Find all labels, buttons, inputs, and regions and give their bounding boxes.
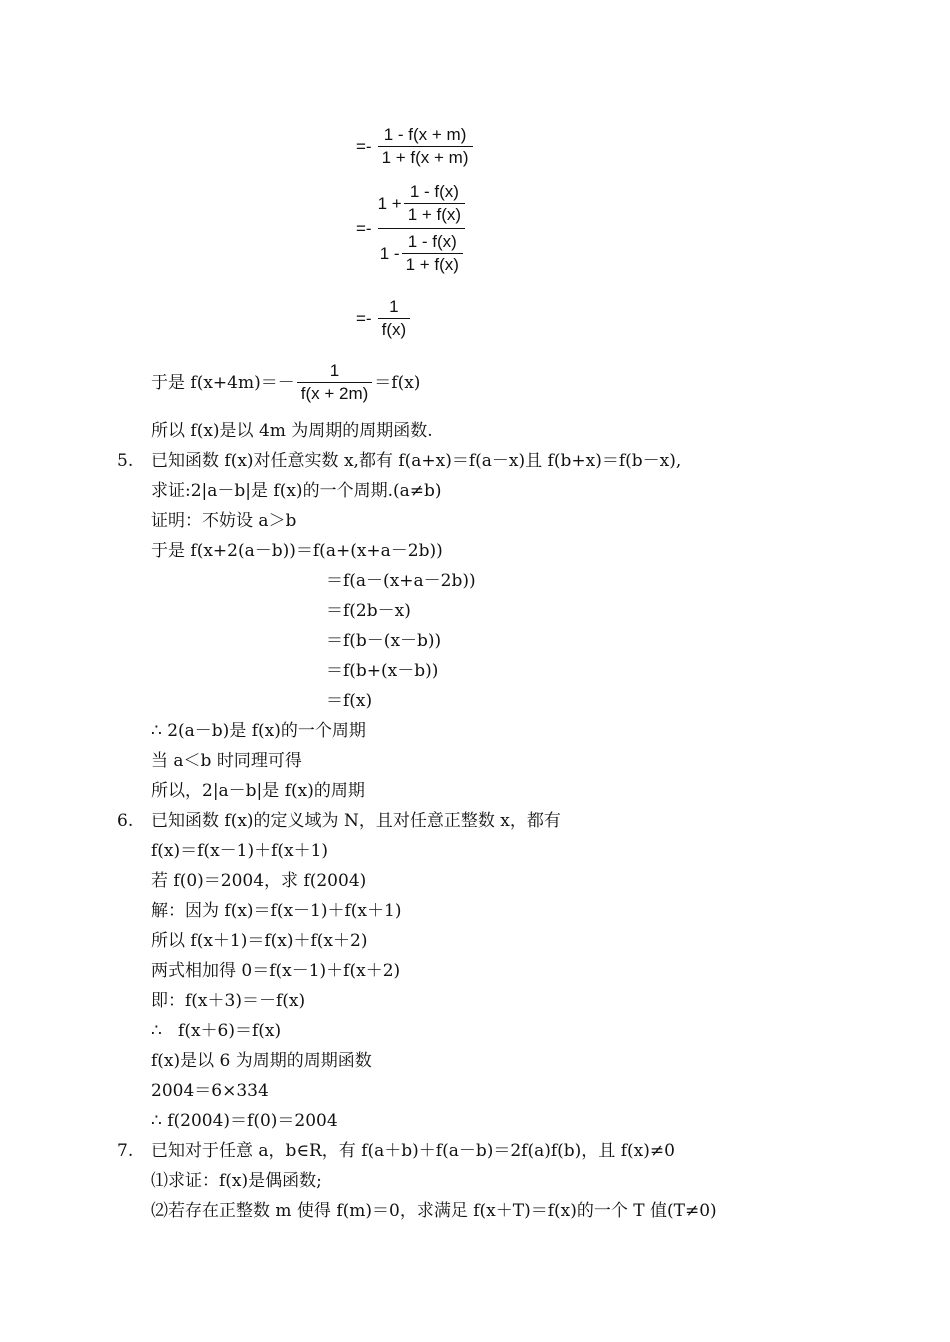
proof-line: 当 a＜b 时同理可得 (151, 751, 302, 771)
fraction-denominator: f(x) (381, 320, 407, 339)
compound-fraction (378, 181, 465, 276)
derivation-step-3 (356, 296, 410, 341)
yushi-suffix: ＝f(x) (374, 372, 421, 393)
problem-7-part-1: ⑴求证：f(x)是偶函数; (151, 1171, 322, 1191)
fraction (378, 296, 411, 341)
fraction-denominator: 1 + f(x + m) (381, 148, 469, 167)
problem-6-statement: 已知函数 f(x)的定义域为 N，且对任意正整数 x，都有 (151, 811, 561, 831)
inner-fraction-numerator (404, 181, 465, 226)
fraction-numerator: 1 (389, 297, 399, 316)
proof-line: ＝f(a－(x+a－2b)) (326, 571, 476, 591)
proof-line: 于是 f(x+2(a－b))＝f(a+(x+a－2b)) (151, 541, 443, 561)
fraction (297, 360, 373, 405)
equals-minus-sign: =- (356, 218, 372, 238)
proof-line: 所以，2|a－b|是 f(x)的周期 (151, 781, 365, 801)
inner-denominator: 1 + f(x) (405, 255, 459, 274)
proof-line: ＝f(b－(x－b)) (326, 631, 442, 651)
problem-number: 6. (117, 811, 134, 831)
inner-numerator: 1 - f(x) (407, 232, 457, 251)
solution-line: 两式相加得 0＝f(x－1)＋f(x＋2) (151, 961, 401, 981)
conclusion-line: 所以 f(x)是以 4m 为周期的周期函数. (151, 421, 433, 441)
solution-line: ∴ f(x＋6)＝f(x) (151, 1021, 282, 1041)
solution-line: 即：f(x＋3)＝－f(x) (151, 991, 306, 1011)
proof-line: ＝f(x) (326, 691, 373, 711)
solution-line: 所以 f(x＋1)＝f(x)＋f(x＋2) (151, 931, 368, 951)
equals-minus-sign: =- (356, 136, 372, 156)
fraction-numerator: 1 (329, 361, 340, 380)
proof-line: ＝f(b+(x－b)) (326, 661, 439, 681)
solution-line: ∴ f(2004)＝f(0)＝2004 (151, 1111, 338, 1131)
solution-line: 若 f(0)＝2004，求 f(2004) (151, 871, 367, 891)
problem-number: 5. (117, 451, 134, 471)
inner-denominator: 1 + f(x) (407, 205, 462, 224)
inner-fraction-denominator (402, 231, 463, 276)
compound-numerator (378, 181, 465, 226)
proof-line: ∴ 2(a－b)是 f(x)的一个周期 (151, 721, 366, 741)
derivation-step-2 (356, 181, 465, 276)
problem-7-statement: 已知对于任意 a，b∈R，有 f(a＋b)＋f(a－b)＝2f(a)f(b)，且 f(x)≠0 (151, 1141, 675, 1161)
numerator-lead: 1 + (377, 193, 402, 213)
solution-line: f(x)＝f(x－1)＋f(x＋1) (151, 841, 329, 861)
fraction (378, 124, 473, 169)
proof-line: ＝f(2b－x) (326, 601, 411, 621)
derivation-step-1 (356, 124, 473, 169)
solution-line: 解：因为 f(x)＝f(x－1)＋f(x＋1) (151, 901, 402, 921)
proof-line: 证明：不妨设 a＞b (151, 511, 297, 531)
fraction-denominator: f(x + 2m) (300, 384, 369, 403)
problem-5-goal: 求证:2|a－b|是 f(x)的一个周期.(a≠b) (151, 481, 442, 501)
solution-line: f(x)是以 6 为周期的周期函数 (151, 1051, 372, 1071)
solution-line: 2004＝6×334 (151, 1081, 269, 1101)
compound-denominator (380, 231, 463, 276)
inner-numerator: 1 - f(x) (409, 182, 459, 201)
problem-5-statement: 已知函数 f(x)对任意实数 x,都有 f(a+x)＝f(a－x)且 f(b+x)＝f(b－x), (151, 451, 682, 471)
yushi-line (151, 360, 420, 405)
main-fraction-bar (378, 228, 465, 229)
problem-7-part-2: ⑵若存在正整数 m 使得 f(m)＝0，求满足 f(x＋T)＝f(x)的一个 T 值(T≠0) (151, 1201, 717, 1221)
yushi-prefix: 于是 f(x+4m)＝－ (151, 372, 295, 393)
problem-number: 7. (117, 1141, 134, 1161)
equals-minus-sign: =- (356, 308, 372, 328)
denominator-lead: 1 - (379, 243, 400, 263)
fraction-numerator: 1 - f(x + m) (383, 125, 467, 144)
